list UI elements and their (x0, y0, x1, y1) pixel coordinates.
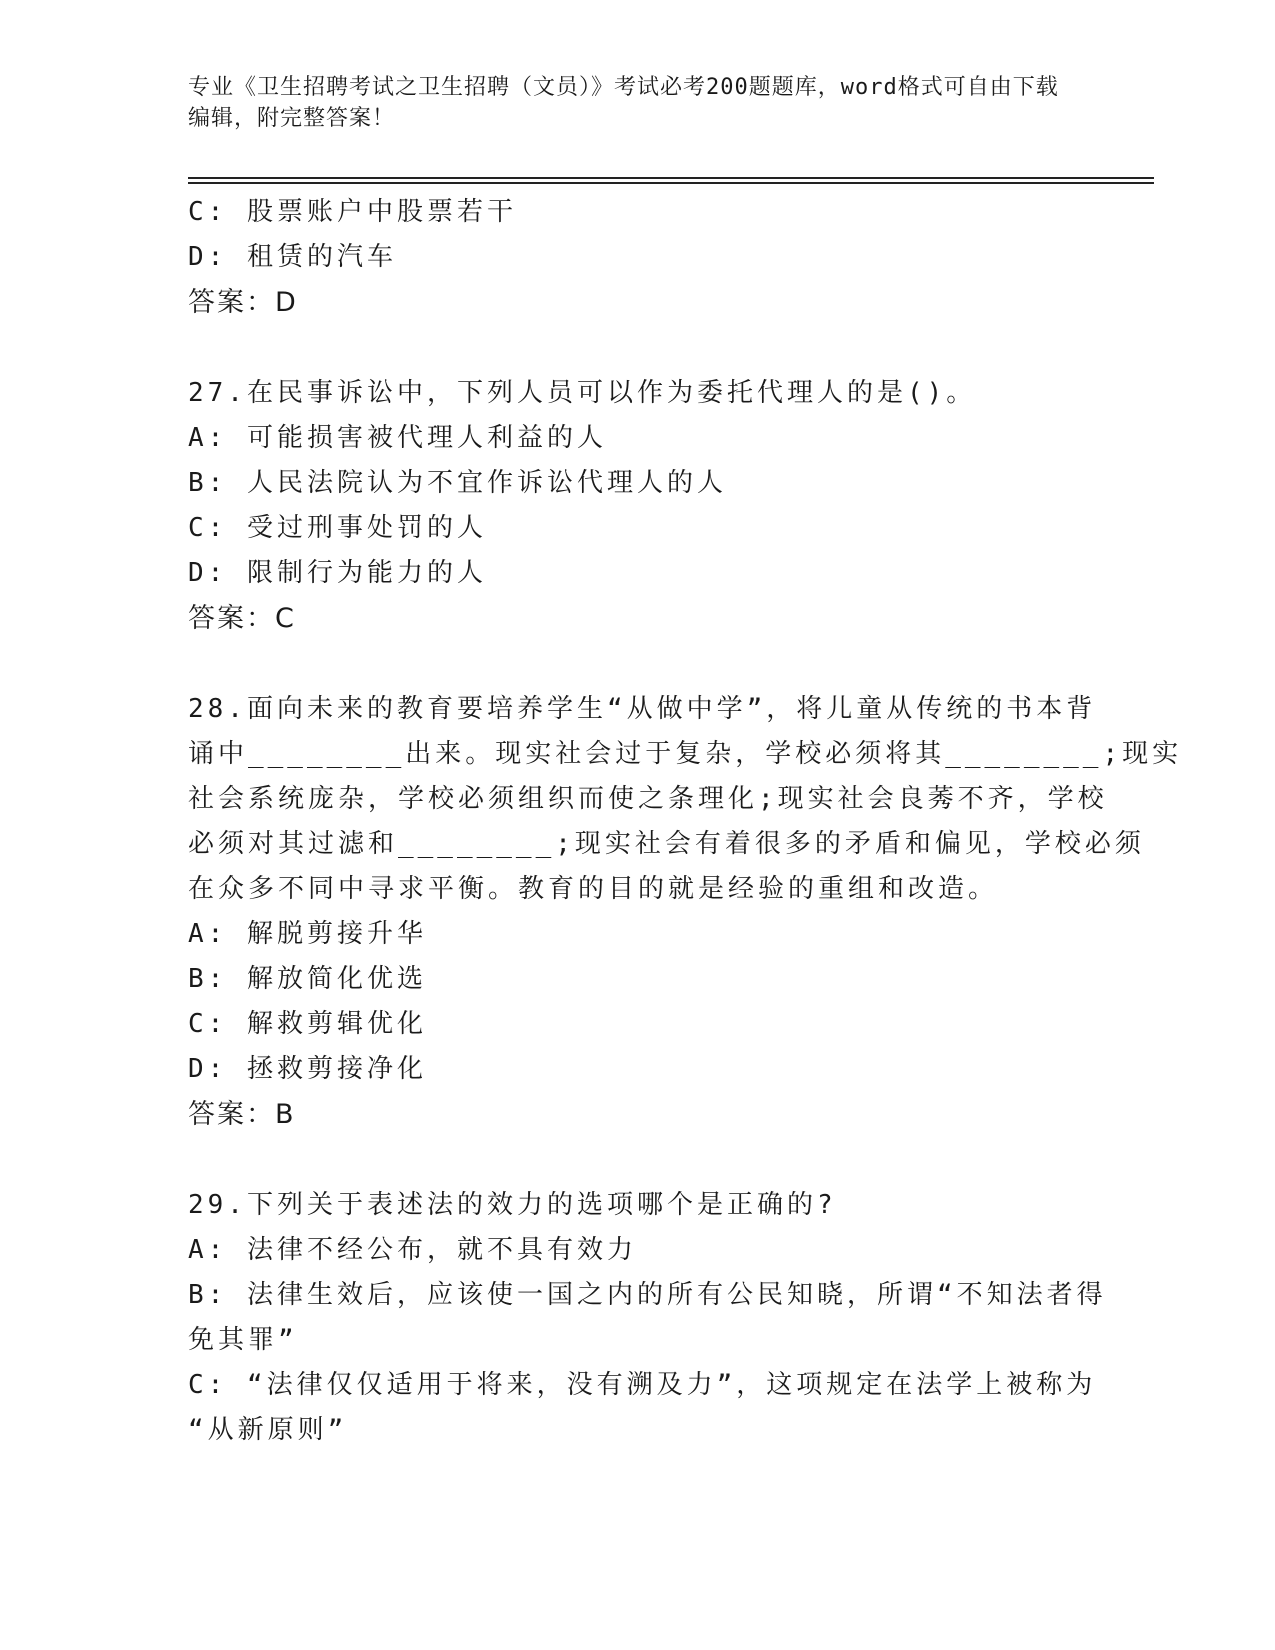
question-text-line: 在众多不同中寻求平衡。教育的目的就是经验的重组和改造。 (188, 874, 999, 904)
option-a: A: 法律不经公布，就不具有效力 (188, 1235, 637, 1265)
option-d: D: 拯救剪接净化 (188, 1054, 427, 1084)
option-a: A: 解脱剪接升华 (188, 919, 427, 949)
header-title: 专业《卫生招聘考试之卫生招聘（文员）》考试必考200题题库，word格式可自由下载编辑，附完整答案！ (188, 75, 1059, 131)
option-b-line: 免其罪” (188, 1325, 298, 1355)
option-c: C: 受过刑事处罚的人 (188, 513, 487, 543)
option-c-line: C: “法律仅仅适用于将来，没有溯及力”，这项规定在法学上被称为 (188, 1370, 1097, 1400)
option-d: D: 租赁的汽车 (188, 242, 397, 272)
question-text: 29.下列关于表述法的效力的选项哪个是正确的? (188, 1190, 837, 1220)
option-c: C: 股票账户中股票若干 (188, 197, 517, 227)
spacer (188, 325, 1088, 371)
question-text-line: 必须对其过滤和________;现实社会有着很多的矛盾和偏见，学校必须 (188, 829, 1145, 859)
spacer (188, 1137, 1088, 1183)
option-c: C: 解救剪辑优化 (188, 1009, 427, 1039)
question-27 (188, 371, 1088, 641)
option-b: B: 人民法院认为不宜作诉讼代理人的人 (188, 468, 727, 498)
option-a: A: 可能损害被代理人利益的人 (188, 423, 607, 453)
question-29 (188, 1183, 1107, 1453)
header-divider-bottom (188, 182, 1154, 184)
answer-line: 答案：D (188, 287, 298, 318)
option-c-line: “从新原则” (188, 1415, 348, 1445)
question-text: 27.在民事诉讼中，下列人员可以作为委托代理人的是()。 (188, 378, 977, 408)
question-text-line: 诵中________出来。现实社会过于复杂，学校必须将其________;现实 (188, 739, 1183, 769)
document-body (188, 190, 1183, 1453)
question-28 (188, 687, 1183, 1137)
option-b-line: B: 法律生效后，应该使一国之内的所有公民知晓，所谓“不知法者得 (188, 1280, 1107, 1310)
option-b: B: 解放简化优选 (188, 964, 427, 994)
answer-line: 答案：C (188, 603, 296, 634)
question-text-line: 社会系统庞杂，学校必须组织而使之条理化;现实社会良莠不齐，学校 (188, 784, 1108, 814)
previous-question-tail (188, 190, 1088, 325)
answer-line: 答案：B (188, 1099, 296, 1130)
option-d: D: 限制行为能力的人 (188, 558, 487, 588)
header-divider-top (188, 177, 1154, 179)
question-text-line: 28.面向未来的教育要培养学生“从做中学”，将儿童从传统的书本背 (188, 694, 1097, 724)
document-header (188, 72, 1068, 134)
spacer (188, 641, 1088, 687)
